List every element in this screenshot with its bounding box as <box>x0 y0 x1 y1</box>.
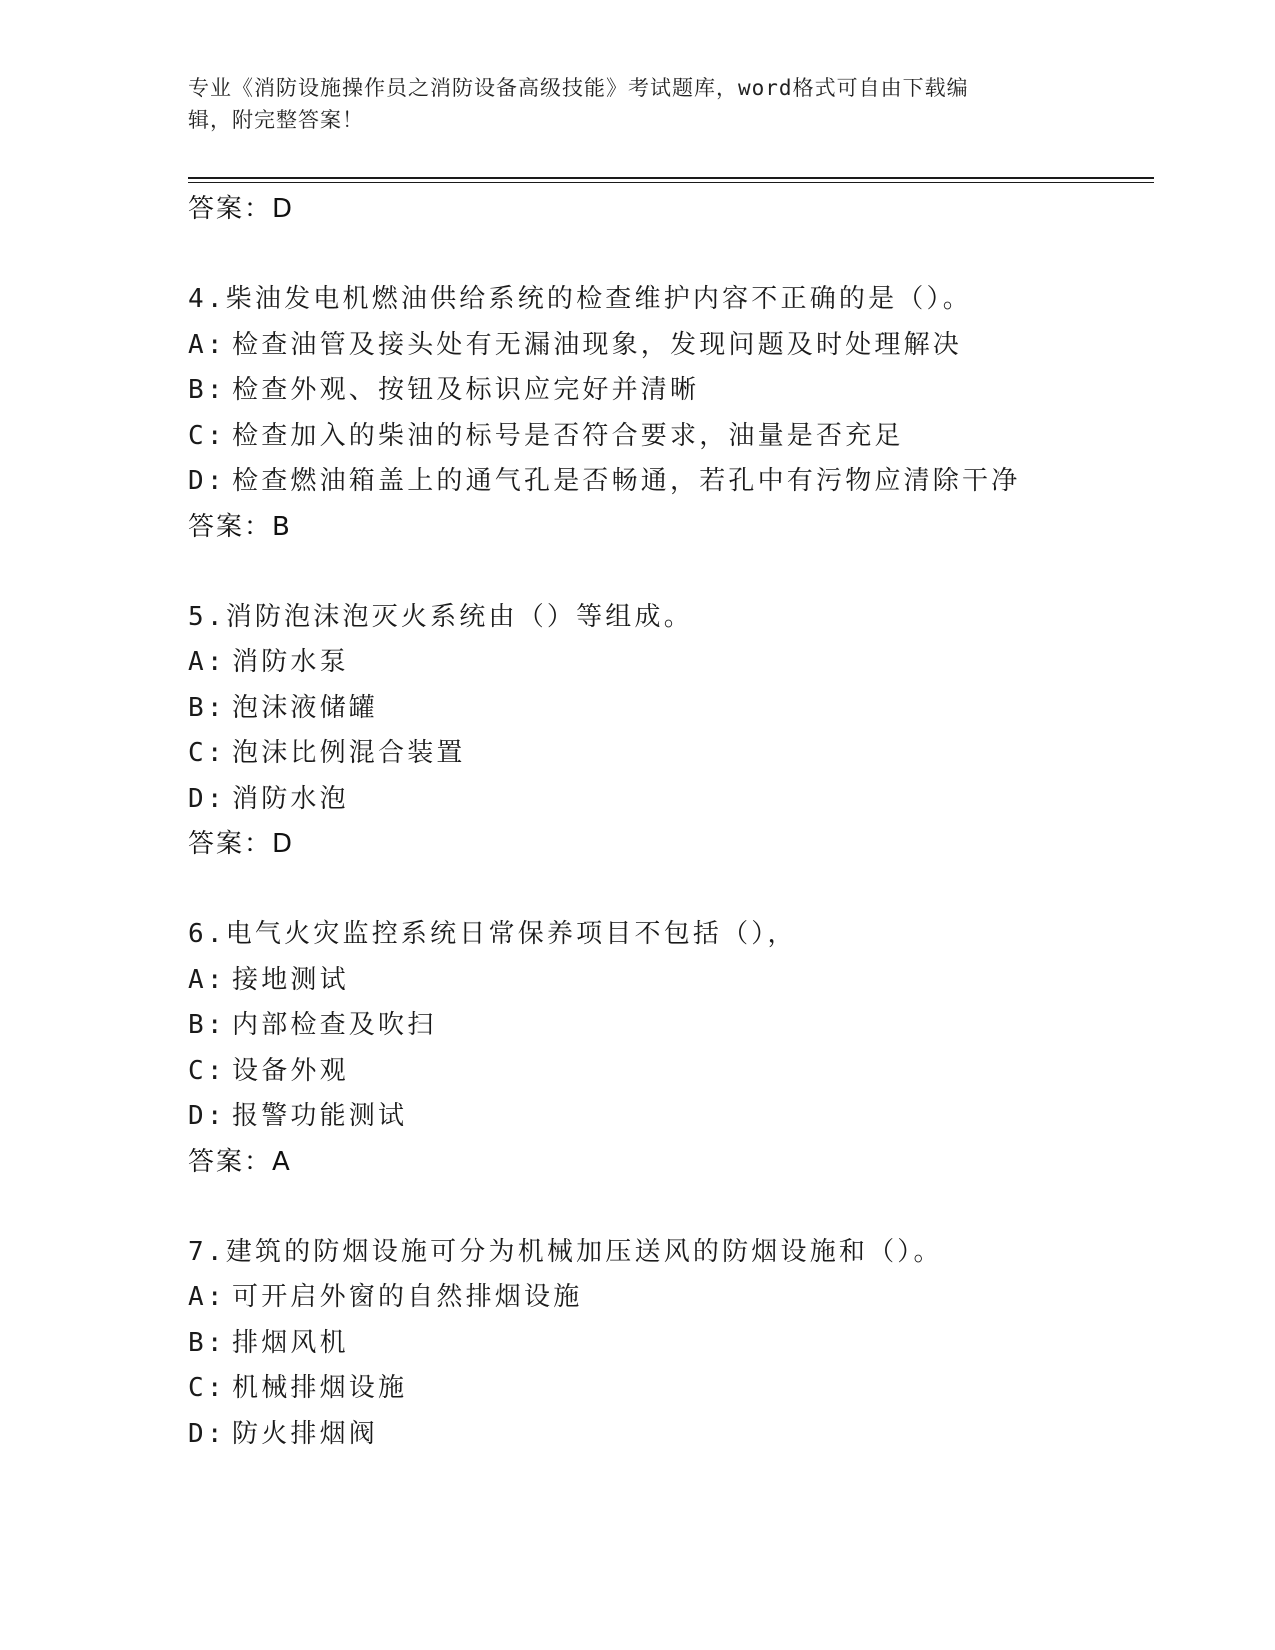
option-key: B: <box>188 692 226 723</box>
option-a <box>188 958 1148 1004</box>
option-c <box>188 1366 1148 1412</box>
option-d <box>188 1094 1148 1140</box>
question-item <box>188 277 1148 549</box>
option-key: C: <box>188 1055 226 1086</box>
question-list <box>188 187 1148 1457</box>
option-b <box>188 686 1148 732</box>
option-key: A: <box>188 329 226 360</box>
option-text: 设备外观 <box>232 1055 349 1086</box>
option-text: 检查外观、按钮及标识应完好并清晰 <box>232 375 700 405</box>
option-d <box>188 459 1148 505</box>
option-b <box>188 1003 1148 1049</box>
option-key: B: <box>188 1327 226 1358</box>
option-d <box>188 1412 1148 1458</box>
option-key: D: <box>188 1418 226 1449</box>
option-c <box>188 731 1148 777</box>
option-key: B: <box>188 1010 226 1040</box>
option-a <box>188 1275 1148 1321</box>
option-text: 检查油管及接头处有无漏油现象，发现问题及时处理解决 <box>232 329 963 360</box>
header-divider-thin <box>188 182 1154 183</box>
answer-line: 答案：D <box>188 829 295 859</box>
option-key: A: <box>188 647 226 677</box>
answer-line: 答案：D <box>188 194 295 224</box>
option-key: A: <box>188 964 226 995</box>
option-text: 消防水泡 <box>232 783 349 814</box>
option-text: 报警功能测试 <box>232 1101 408 1131</box>
question-item <box>188 1230 1148 1458</box>
option-text: 排烟风机 <box>232 1327 349 1358</box>
option-key: A: <box>188 1282 226 1312</box>
option-b <box>188 368 1148 414</box>
option-text: 内部检查及吹扫 <box>232 1010 437 1040</box>
header-line-2: 辑，附完整答案！ <box>188 108 364 132</box>
answer-line: 答案：A <box>188 1146 292 1177</box>
option-key: C: <box>188 1373 226 1403</box>
option-c <box>188 1049 1148 1095</box>
page-header <box>188 72 1068 136</box>
question-item <box>188 595 1148 867</box>
option-text: 检查加入的柴油的标号是否符合要求，油量是否充足 <box>232 420 904 451</box>
header-divider-thick <box>188 177 1154 179</box>
question-stem: 5.消防泡沫泡灭火系统由（）等组成。 <box>188 601 693 632</box>
option-text: 泡沫比例混合装置 <box>232 738 466 768</box>
option-text: 机械排烟设施 <box>232 1373 408 1403</box>
answer-line: 答案：B <box>188 511 292 542</box>
option-key: D: <box>188 1101 226 1131</box>
option-key: C: <box>188 738 226 768</box>
option-text: 可开启外窗的自然排烟设施 <box>232 1282 583 1312</box>
option-text: 防火排烟阀 <box>232 1418 379 1449</box>
question-stem: 7.建筑的防烟设施可分为机械加压送风的防烟设施和（）。 <box>188 1236 943 1267</box>
question-stem: 4.柴油发电机燃油供给系统的检查维护内容不正确的是（）。 <box>188 284 972 314</box>
question-stem: 6.电气火灾监控系统日常保养项目不包括（）， <box>188 919 797 949</box>
option-text: 检查燃油箱盖上的通气孔是否畅通，若孔中有污物应清除干净 <box>232 466 1021 496</box>
option-key: D: <box>188 466 226 496</box>
option-d <box>188 777 1148 823</box>
header-line-1: 专业《消防设施操作员之消防设备高级技能》考试题库，word格式可自由下载编 <box>188 76 969 100</box>
option-a <box>188 323 1148 369</box>
option-c <box>188 414 1148 460</box>
option-key: D: <box>188 783 226 814</box>
option-key: B: <box>188 375 226 405</box>
option-text: 消防水泵 <box>232 647 349 677</box>
option-text: 泡沫液储罐 <box>232 692 379 723</box>
option-key: C: <box>188 420 226 451</box>
option-a <box>188 640 1148 686</box>
question-item <box>188 912 1148 1184</box>
option-b <box>188 1321 1148 1367</box>
option-text: 接地测试 <box>232 964 349 995</box>
